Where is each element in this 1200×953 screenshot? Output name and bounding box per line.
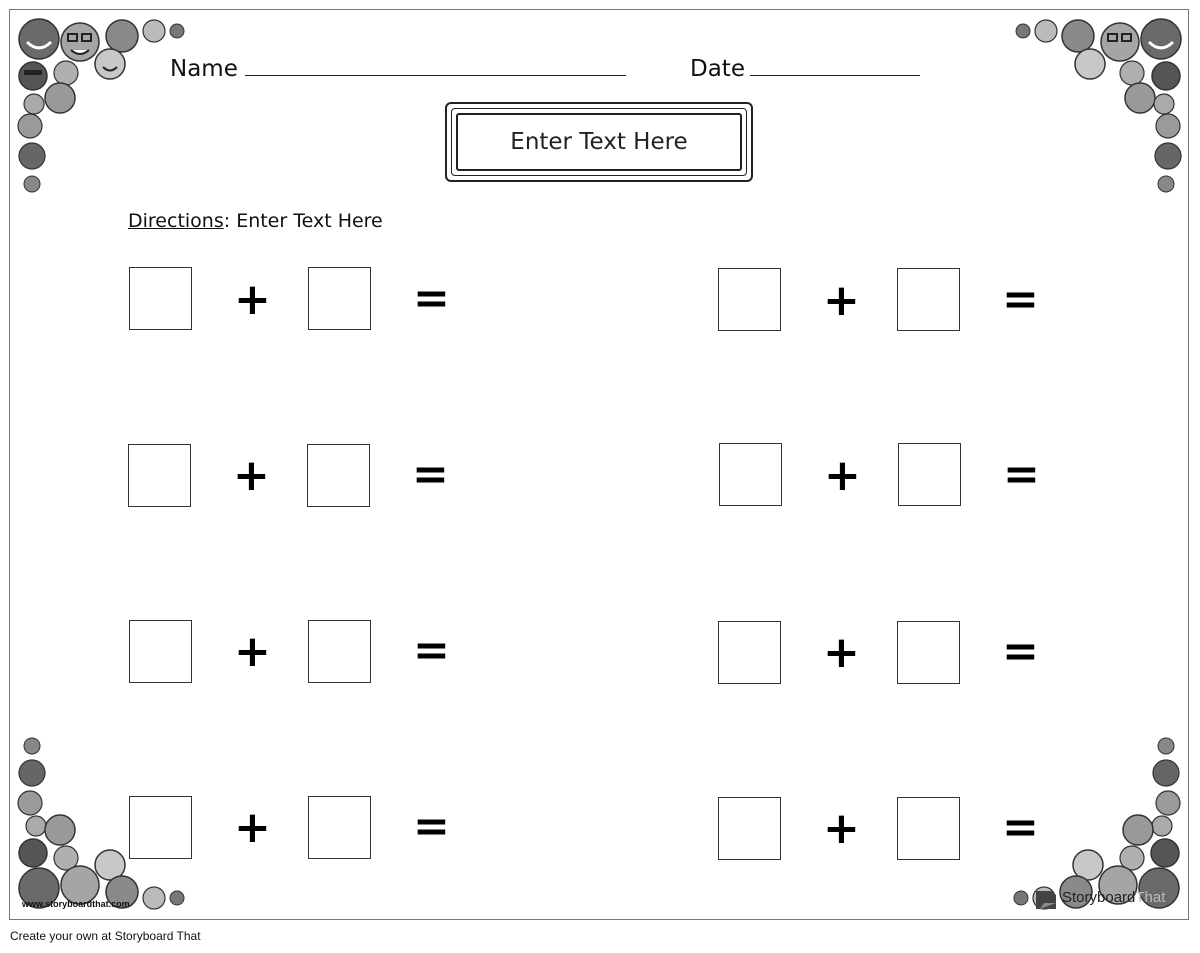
addend-box-2[interactable] bbox=[307, 444, 370, 507]
addend-box-2[interactable] bbox=[308, 796, 371, 859]
addend-box-1[interactable] bbox=[719, 443, 782, 506]
addend-box-2[interactable] bbox=[308, 620, 371, 683]
equals-sign: = bbox=[413, 273, 450, 324]
equals-sign: = bbox=[413, 625, 450, 676]
addend-box-1[interactable] bbox=[718, 621, 781, 684]
addend-box-2[interactable] bbox=[898, 443, 961, 506]
addend-box-2[interactable] bbox=[897, 268, 960, 331]
directions bbox=[128, 210, 383, 232]
date-label: Date bbox=[690, 56, 745, 82]
addend-box-1[interactable] bbox=[129, 267, 192, 330]
storyboardthat-url: www.storyboardthat.com bbox=[22, 899, 130, 909]
plus-sign: + bbox=[823, 627, 860, 678]
brand-suffix: That bbox=[1135, 889, 1166, 906]
plus-sign: + bbox=[234, 626, 271, 677]
date-field-line[interactable] bbox=[750, 75, 920, 76]
equals-sign: = bbox=[412, 449, 449, 500]
emoji-face-icon bbox=[1014, 738, 1180, 909]
brand-main: Storyboard bbox=[1062, 889, 1136, 906]
plus-sign: + bbox=[824, 450, 861, 501]
equals-sign: = bbox=[1003, 449, 1040, 500]
emoji-face-icon bbox=[1016, 19, 1181, 192]
addend-box-2[interactable] bbox=[897, 797, 960, 860]
plus-sign: + bbox=[823, 275, 860, 326]
plus-sign: + bbox=[823, 803, 860, 854]
directions-separator: : bbox=[223, 210, 231, 232]
addend-box-1[interactable] bbox=[718, 797, 781, 860]
worksheet-title[interactable]: Enter Text Here bbox=[510, 129, 688, 155]
addend-box-2[interactable] bbox=[308, 267, 371, 330]
equals-sign: = bbox=[413, 801, 450, 852]
title-frame bbox=[445, 102, 753, 182]
directions-label: Directions bbox=[128, 210, 224, 232]
addend-box-2[interactable] bbox=[897, 621, 960, 684]
equals-sign: = bbox=[1002, 802, 1039, 853]
emoji-face-icon bbox=[18, 19, 184, 192]
storyboardthat-logo-icon bbox=[1034, 889, 1058, 911]
plus-sign: + bbox=[233, 450, 270, 501]
addend-box-1[interactable] bbox=[718, 268, 781, 331]
directions-text[interactable]: Enter Text Here bbox=[236, 210, 383, 232]
storyboardthat-brand bbox=[1062, 889, 1165, 906]
addend-box-1[interactable] bbox=[129, 796, 192, 859]
name-label: Name bbox=[170, 56, 238, 82]
plus-sign: + bbox=[234, 274, 271, 325]
equals-sign: = bbox=[1002, 626, 1039, 677]
emoji-cluster-top-left bbox=[14, 14, 214, 214]
plus-sign: + bbox=[234, 802, 271, 853]
addend-box-1[interactable] bbox=[128, 444, 191, 507]
emoji-cluster-top-right bbox=[986, 14, 1186, 214]
equals-sign: = bbox=[1002, 274, 1039, 325]
name-field-line[interactable] bbox=[245, 75, 626, 76]
addend-box-1[interactable] bbox=[129, 620, 192, 683]
footer-credit[interactable]: Create your own at Storyboard That bbox=[10, 929, 201, 943]
